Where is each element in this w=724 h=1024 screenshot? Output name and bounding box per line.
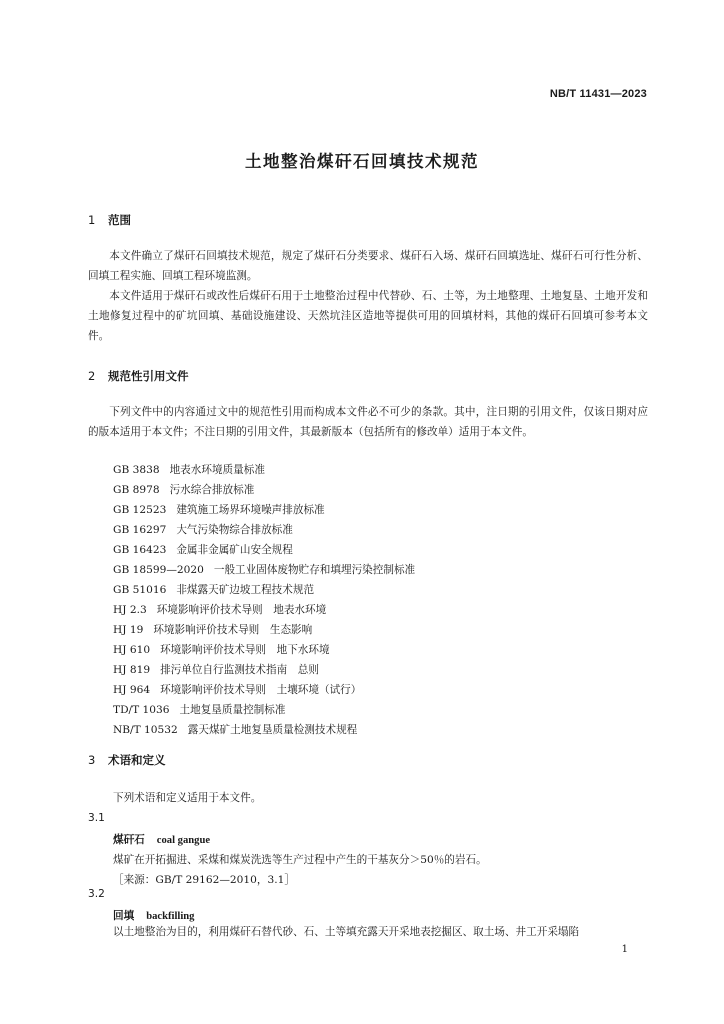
section-number: 1 bbox=[88, 213, 96, 227]
reference-item bbox=[113, 560, 415, 580]
reference-name: 环境影响评价技术导则 地表水环境 bbox=[156, 604, 327, 616]
term-heading bbox=[113, 908, 194, 923]
document-title: 土地整治煤矸石回填技术规范 bbox=[245, 152, 479, 171]
reference-name: 露天煤矿土地复垦质量检测技术规程 bbox=[187, 724, 358, 736]
reference-code: HJ 19 bbox=[113, 624, 144, 636]
section-number: 3 bbox=[88, 753, 96, 767]
reference-code: HJ 964 bbox=[113, 684, 151, 696]
term-definition: 煤矿在开拓掘进、采煤和煤炭洗选等生产过程中产生的干基灰分＞50％的岩石。 bbox=[113, 854, 487, 866]
section-number: 2 bbox=[88, 369, 96, 383]
section-heading-scope bbox=[88, 212, 131, 228]
reference-code: GB 8978 bbox=[113, 484, 160, 496]
reference-item bbox=[113, 460, 415, 480]
references-intro bbox=[88, 402, 648, 442]
reference-name: 金属非金属矿山安全规程 bbox=[176, 544, 293, 556]
reference-code: HJ 2.3 bbox=[113, 604, 147, 616]
reference-name: 地表水环境质量标准 bbox=[169, 464, 265, 476]
reference-name: 土地复垦质量控制标准 bbox=[179, 704, 286, 716]
reference-name: 环境影响评价技术导则 地下水环境 bbox=[160, 644, 330, 656]
reference-name: 污水综合排放标准 bbox=[169, 484, 255, 496]
reference-code: NB/T 10532 bbox=[113, 724, 178, 736]
reference-item bbox=[113, 660, 415, 680]
reference-name: 非煤露天矿边坡工程技术规范 bbox=[176, 584, 315, 596]
term-zh: 回填 bbox=[113, 910, 135, 922]
term-zh: 煤矸石 bbox=[113, 834, 145, 846]
section-heading-normative-references bbox=[88, 368, 189, 384]
reference-name: 一般工业固体废物贮存和填埋污染控制标准 bbox=[213, 564, 416, 576]
paragraph: 本文件适用于煤矸石或改性后煤矸石用于土地整治过程中代替砂、石、土等，为土地整理、土地复垦、土地开发和土地修复过程中的矿坑回填、基础设施建设、天然坑洼区造地等提供可用的回填材料，其他的煤矸石回填可参考本文件。 bbox=[88, 290, 648, 342]
term-number: 3.2 bbox=[88, 888, 105, 900]
reference-code: GB 18599—2020 bbox=[113, 564, 204, 576]
page-number: 1 bbox=[621, 944, 628, 955]
reference-name: 环境影响评价技术导则 生态影响 bbox=[153, 624, 313, 636]
reference-name: 环境影响评价技术导则 土壤环境（试行） bbox=[160, 684, 362, 696]
reference-code: GB 16423 bbox=[113, 544, 167, 556]
term-definition: 以土地整治为目的，利用煤矸石替代砂、石、土等填充露天开采地表挖掘区、取土场、井工开采塌陷 bbox=[113, 926, 580, 938]
reference-item bbox=[113, 600, 415, 620]
term-number: 3.1 bbox=[88, 812, 105, 824]
section-heading-terms bbox=[88, 752, 166, 768]
reference-item bbox=[113, 500, 415, 520]
term-heading bbox=[113, 832, 210, 847]
reference-item bbox=[113, 720, 415, 740]
reference-name: 大气污染物综合排放标准 bbox=[176, 524, 293, 536]
standard-code: NB/T 11431—2023 bbox=[549, 88, 647, 100]
term-en: coal gangue bbox=[156, 835, 211, 846]
reference-name: 排污单位自行监测技术指南 总则 bbox=[160, 664, 319, 676]
section-title: 术语和定义 bbox=[108, 753, 166, 767]
reference-item bbox=[113, 520, 415, 540]
reference-item bbox=[113, 700, 415, 720]
section-title: 规范性引用文件 bbox=[108, 369, 189, 383]
reference-item bbox=[113, 580, 415, 600]
reference-code: HJ 610 bbox=[113, 644, 151, 656]
paragraph: 本文件确立了煤矸石回填技术规范，规定了煤矸石分类要求、煤矸石入场、煤矸石回填选址、煤矸石可行性分析、回填工程实施、回填工程环境监测。 bbox=[88, 250, 648, 282]
term-source: ［来源：GB/T 29162—2010，3.1］ bbox=[113, 874, 295, 886]
reference-code: HJ 819 bbox=[113, 664, 151, 676]
reference-name: 建筑施工场界环境噪声排放标准 bbox=[176, 504, 325, 516]
scope-paragraphs bbox=[88, 246, 648, 346]
reference-item bbox=[113, 540, 415, 560]
reference-code: GB 12523 bbox=[113, 504, 167, 516]
reference-code: GB 51016 bbox=[113, 584, 167, 596]
paragraph: 下列文件中的内容通过文中的规范性引用而构成本文件必不可少的条款。其中，注日期的引用文件，仅该日期对应的版本适用于本文件；不注日期的引用文件，其最新版本（包括所有的修改单）适用于本文件。 bbox=[88, 406, 648, 438]
section-title: 范围 bbox=[108, 213, 131, 227]
reference-code: GB 16297 bbox=[113, 524, 167, 536]
reference-item bbox=[113, 640, 415, 660]
reference-item bbox=[113, 620, 415, 640]
terms-intro: 下列术语和定义适用于本文件。 bbox=[113, 792, 262, 804]
reference-code: TD/T 1036 bbox=[113, 704, 170, 716]
term-en: backfilling bbox=[146, 911, 195, 922]
reference-code: GB 3838 bbox=[113, 464, 160, 476]
reference-item bbox=[113, 480, 415, 500]
reference-list bbox=[113, 460, 415, 740]
reference-item bbox=[113, 680, 415, 700]
